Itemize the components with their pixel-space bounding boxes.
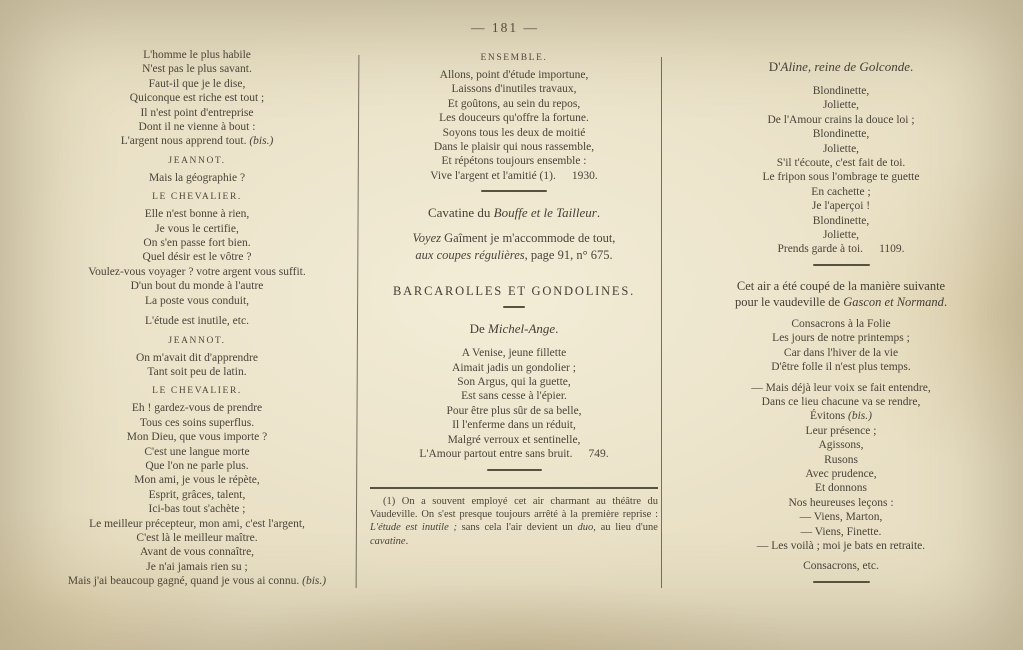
column-divider-left [356, 55, 360, 588]
text-segment: C'est une langue morte [144, 445, 250, 458]
text-segment: Gaîment je m'accommode de tout, [441, 231, 616, 246]
verse-line [674, 438, 1008, 452]
verse-line [370, 433, 658, 447]
speaker-heading [38, 156, 356, 167]
text-segment: . [943, 295, 948, 310]
text-segment: Le fripon sous l'ombrage te guette [762, 171, 920, 184]
verse-line [38, 236, 356, 250]
verse-line [674, 467, 1008, 481]
verse-line [38, 48, 356, 62]
text-segment: L'Amour partout entre sans bruit. [419, 448, 573, 461]
text-segment: Rusons [824, 453, 858, 466]
text-segment: Mais j'ai beaucoup gagné, quand je vous ai connu. [67, 575, 303, 588]
text-segment: Son Argus, qui la guette, [457, 376, 571, 389]
verse-line [674, 185, 1008, 199]
verse-line [370, 111, 658, 125]
verse-block [370, 346, 658, 461]
text-segment: Nos heureuses leçons : [788, 496, 894, 509]
verse-line [38, 351, 356, 365]
text-segment: Malgré verroux et sentinelle, [447, 433, 581, 446]
section-title [370, 205, 658, 221]
verse-line [370, 346, 658, 360]
speaker-heading [38, 386, 356, 397]
text-segment: En cachette ; [811, 185, 871, 198]
speaker-line [38, 386, 356, 397]
verse-line [674, 199, 1008, 213]
verse-block [370, 68, 658, 183]
right-column [674, 46, 1008, 589]
speaker-line [38, 156, 356, 167]
ref-note [370, 230, 658, 263]
text-segment: Consacrons, etc. [803, 560, 879, 573]
title-line [370, 321, 658, 337]
verse-line [370, 140, 658, 154]
text-segment: Mon Dieu, que vous importe ? [126, 431, 268, 444]
italic-text: L'étude est inutile ; [370, 522, 457, 534]
text-segment: Laissons d'inutiles travaux, [451, 83, 577, 96]
text-segment: . [909, 59, 914, 74]
verse-line [674, 84, 1008, 98]
verse-line [370, 154, 658, 168]
verse-line [370, 361, 658, 375]
text-segment: LE CHEVALIER. [152, 192, 242, 203]
text-segment: Eh ! gardez-vous de prendre [131, 402, 263, 415]
verse-line [674, 242, 1008, 256]
verse-line [370, 447, 658, 461]
text-segment: pour le vaudeville de [734, 295, 844, 310]
verse-line [38, 416, 356, 430]
italic-text: cavatine [370, 535, 406, 547]
air-note [674, 278, 1008, 311]
text-segment: Avec prudence, [805, 467, 877, 480]
text-segment: La poste vous conduit, [144, 294, 250, 307]
verse-block [38, 171, 356, 185]
text-segment: Les douceurs qu'offre la fortune. [439, 112, 589, 125]
verse-line [674, 156, 1008, 170]
section-heading [370, 283, 658, 299]
verse-line [370, 68, 658, 82]
text-segment: JEANNOT. [168, 335, 226, 346]
airnote-line [674, 278, 1008, 295]
speaker-line [38, 192, 356, 203]
text-segment: Je vous le certifie, [155, 222, 239, 235]
text-segment: A Venise, jeune fillette [461, 347, 567, 360]
verse-line [38, 488, 356, 502]
text-segment: Cet air a été coupé de la manière suivante [736, 278, 946, 293]
text-segment: On s'en passe fort bien. [143, 237, 251, 250]
text-segment: Que l'on ne parle plus. [145, 459, 249, 472]
airnote-line [674, 294, 1008, 311]
text-segment: Dont il ne vienne à bout : [138, 121, 256, 134]
verse-line [674, 381, 1008, 395]
verse-block [38, 401, 356, 588]
verse-block [38, 351, 356, 380]
text-segment: Tant soit peu de latin. [147, 365, 247, 378]
verse-line [370, 82, 658, 96]
text-segment: . [596, 205, 601, 221]
verse-line [370, 375, 658, 389]
text-segment: Il l'enferme dans un réduit, [452, 419, 576, 432]
text-segment: Avant de vous connaître, [139, 546, 255, 559]
text-segment: C'est là le meilleur maître. [136, 531, 258, 544]
text-segment: Le meilleur précepteur, mon ami, c'est l'argent, [89, 517, 305, 530]
verse-line [674, 360, 1008, 374]
verse-line [38, 62, 356, 76]
verse-line [674, 453, 1008, 467]
text-segment: Joliette, [822, 142, 860, 155]
verse-line [38, 531, 356, 545]
verse-line [370, 404, 658, 418]
text-segment: Aimait jadis un gondolier ; [452, 361, 576, 374]
verse-block [674, 381, 1008, 554]
italic-text: (bis.) [302, 575, 327, 588]
text-segment: — Mais déjà leur voix se fait entendre, [751, 381, 931, 394]
verse-line [674, 559, 1008, 573]
verse-line [674, 331, 1008, 345]
title-line [674, 59, 1008, 75]
air-number: 1109. [879, 243, 905, 256]
speaker-heading [370, 53, 658, 64]
text-segment: . [405, 535, 409, 547]
verse-line [674, 395, 1008, 409]
text-segment: Faut-il que je le dise, [148, 77, 246, 90]
text-segment: Car dans l'hiver de la vie [783, 346, 899, 359]
air-number: 1930. [571, 169, 598, 182]
verse-line [674, 481, 1008, 495]
text-segment: . [555, 321, 559, 337]
verse-line [674, 127, 1008, 141]
ref-line [370, 230, 658, 247]
text-segment: L'argent nous apprend tout. [120, 135, 250, 148]
verse-line [38, 250, 356, 264]
verse-line [38, 120, 356, 134]
text-segment: LE CHEVALIER. [152, 386, 242, 397]
air-number: 749. [588, 448, 609, 461]
text-segment: Il n'est point d'entreprise [140, 106, 254, 119]
text-segment: Et donnons [814, 482, 868, 495]
text-segment: Et répétons toujours ensemble : [441, 155, 587, 168]
text-segment: De [469, 321, 489, 337]
verse-line [38, 171, 356, 185]
text-segment: L'étude est inutile, etc. [145, 315, 249, 328]
verse-line [38, 430, 356, 444]
verse-line [674, 424, 1008, 438]
text-segment: sans cela l'air devient un [456, 522, 578, 534]
separator-rule [813, 581, 870, 583]
text-segment: Elle n'est bonne à rien, [144, 208, 250, 221]
ref-line [370, 247, 658, 264]
italic-text: Voyez [412, 231, 442, 246]
text-segment: Je n'ai jamais rien su ; [146, 560, 248, 573]
verse-block [674, 84, 1008, 257]
italic-text: Gascon et Normand [843, 295, 944, 310]
italic-text: aux coupes régulières [415, 247, 525, 262]
text-segment: Cavatine du [427, 205, 494, 221]
verse-line [38, 91, 356, 105]
separator-rule [813, 264, 870, 266]
text-segment: (1) On a souvent employé cet air charmant au théâtre du Vaudeville. On s'est presque toujours arrêté à la première reprise : [370, 495, 658, 520]
separator-rule [503, 306, 525, 308]
verse-line [38, 222, 356, 236]
italic-text: (bis.) [848, 410, 872, 423]
text-segment: Esprit, grâces, talent, [148, 488, 246, 501]
verse-block [38, 207, 356, 308]
verse-line [674, 214, 1008, 228]
text-segment: Vive l'argent et l'amitié (1). [430, 169, 556, 182]
text-segment: Et goûtons, au sein du repos, [447, 97, 581, 110]
section-title [674, 59, 1008, 75]
text-segment: Mais la géographie ? [148, 171, 246, 184]
verse-line [38, 134, 356, 148]
text-segment: Blondinette, [812, 85, 870, 97]
text-segment: Joliette, [822, 229, 860, 242]
text-segment: , au lieu d'une [593, 522, 658, 534]
text-segment: Quel désir est le vôtre ? [142, 251, 252, 264]
page-number: — 181 — [471, 20, 539, 35]
center-column [370, 46, 658, 548]
verse-line [674, 98, 1008, 112]
section-title [370, 321, 658, 337]
verse-line [38, 545, 356, 559]
verse-line [38, 574, 356, 588]
text-segment: Évitons [810, 410, 849, 423]
verse-line [38, 279, 356, 293]
verse-line [674, 113, 1008, 127]
text-segment: JEANNOT. [168, 155, 226, 166]
verse-line [38, 106, 356, 120]
speaker-line [38, 336, 356, 347]
text-segment: L'homme le plus habile [143, 49, 251, 61]
text-segment: S'il t'écoute, c'est fait de toi. [776, 157, 906, 170]
text-segment: Tous ces soins superflus. [139, 416, 255, 429]
heading-line [370, 283, 658, 299]
text-segment: On m'avait dit d'apprendre [136, 351, 258, 364]
verse-line [674, 539, 1008, 553]
verse-line [370, 126, 658, 140]
text-segment: Allons, point d'étude importune, [439, 69, 589, 81]
text-segment: Les jours de notre printemps ; [772, 332, 910, 345]
text-segment: Quiconque est riche est tout ; [129, 92, 265, 105]
verse-line [674, 346, 1008, 360]
text-segment: D'un bout du monde à l'autre [130, 280, 264, 293]
speaker-line [370, 53, 658, 64]
text-segment: Soyons tous les deux de moitié [442, 126, 586, 139]
text-segment: , page 91, n° 675. [524, 247, 613, 262]
text-segment: Blondinette, [812, 214, 870, 227]
verse-line [370, 418, 658, 432]
verse-line [674, 170, 1008, 184]
verse-line [674, 496, 1008, 510]
verse-line [38, 473, 356, 487]
speaker-heading [38, 336, 356, 347]
text-segment: Agissons, [818, 439, 864, 452]
text-segment: BARCAROLLES ET GONDOLINES. [392, 284, 636, 299]
verse-line [38, 77, 356, 91]
verse-line [674, 142, 1008, 156]
verse-line [38, 207, 356, 221]
verse-block [674, 317, 1008, 375]
text-segment: Prends garde à toi. [777, 243, 864, 256]
text-segment: Ici-bas tout s'achète ; [148, 503, 246, 516]
text-segment: Blondinette, [812, 128, 870, 141]
verse-line [674, 228, 1008, 242]
verse-line [370, 389, 658, 403]
italic-text: Aline, reine de Golconde [780, 59, 910, 74]
verse-block [38, 314, 356, 328]
italic-text: Bouffe et le Tailleur [493, 205, 597, 221]
verse-line [38, 445, 356, 459]
verse-line [370, 97, 658, 111]
text-segment: Consacrons à la Folie [791, 317, 891, 330]
verse-line [38, 517, 356, 531]
italic-text: Michel-Ange [488, 321, 556, 337]
text-segment: Dans le plaisir qui nous rassemble, [433, 141, 595, 154]
italic-text: (bis.) [249, 135, 274, 148]
verse-line [38, 365, 356, 379]
text-segment: D'être folle il n'est plus temps. [771, 361, 911, 374]
verse-line [38, 294, 356, 308]
text-segment: Voulez-vous voyager ? votre argent vous suffit. [88, 265, 306, 278]
verse-line [674, 317, 1008, 331]
text-segment: — Viens, Finette. [800, 525, 882, 538]
verse-line [38, 314, 356, 328]
verse-line [674, 510, 1008, 524]
verse-line [674, 409, 1008, 423]
speaker-heading [38, 192, 356, 203]
separator-rule [481, 190, 547, 192]
text-segment: Joliette, [822, 99, 860, 112]
text-segment: Leur présence ; [805, 424, 877, 437]
title-line [370, 205, 658, 221]
footnote [370, 495, 658, 549]
column-divider-right [661, 57, 662, 588]
separator-rule [487, 469, 542, 471]
text-segment: De l'Amour crains la douce loi ; [767, 113, 915, 126]
italic-text: duo [577, 522, 594, 534]
text-segment: — Les voilà ; moi je bats en retraite. [756, 539, 926, 552]
text-segment: Dans ce lieu chacune va se rendre, [761, 395, 921, 408]
text-segment: D' [768, 59, 781, 74]
text-segment: Pour être plus sûr de sa belle, [446, 404, 582, 417]
verse-block [674, 559, 1008, 573]
text-segment: Est sans cesse à l'épier. [461, 390, 567, 403]
verse-line [370, 169, 658, 183]
verse-line [38, 560, 356, 574]
left-column [38, 48, 356, 589]
text-segment: N'est pas le plus savant. [142, 63, 252, 76]
verse-line [674, 525, 1008, 539]
verse-line [38, 265, 356, 279]
text-segment: ENSEMBLE. [480, 53, 548, 63]
text-segment: — Viens, Marton, [799, 511, 883, 524]
text-segment: Je l'aperçoi ! [811, 200, 871, 213]
verse-line [38, 401, 356, 415]
verse-line [38, 502, 356, 516]
verse-line [38, 459, 356, 473]
text-segment: Mon ami, je vous le répète, [134, 474, 260, 487]
verse-block [38, 48, 356, 149]
footnote-rule [370, 487, 658, 489]
